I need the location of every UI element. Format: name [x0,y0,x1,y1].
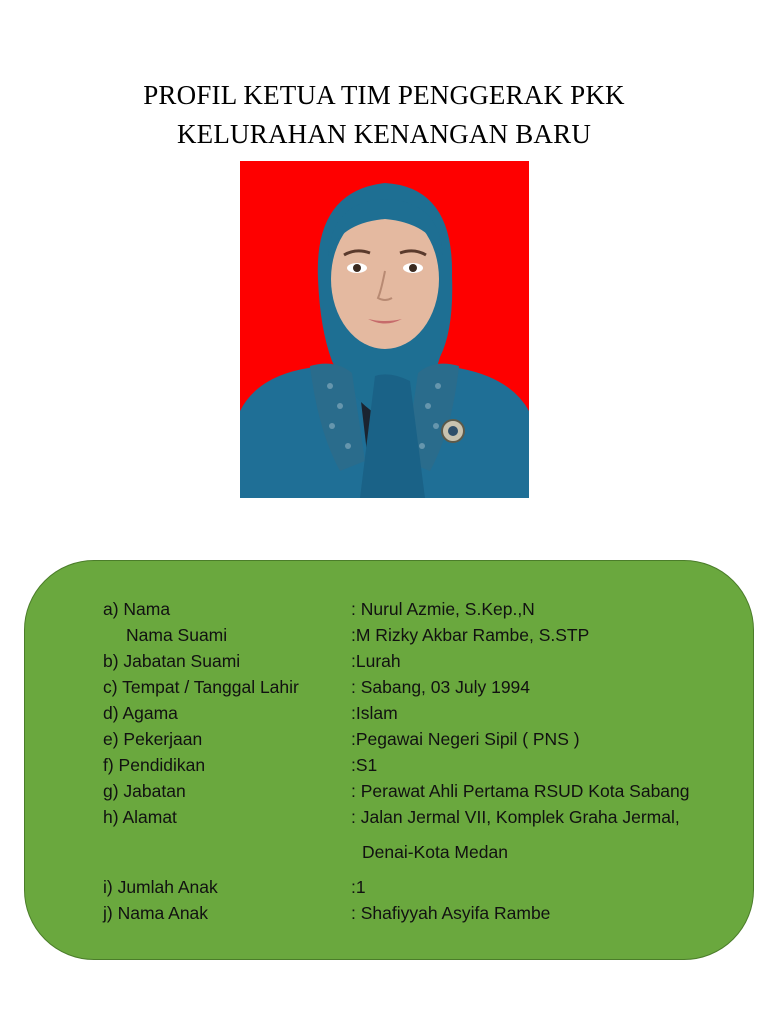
field-label: Nama Suami [126,625,228,645]
document-title-line-2: KELURAHAN KENANGAN BARU [176,119,592,149]
field-value-continuation: Denai-Kota Medan [362,842,508,862]
field-value: :1 [351,877,366,897]
field-label: i) Jumlah Anak [103,877,218,897]
portrait-illustration [240,161,529,498]
field-value: :Pegawai Negeri Sipil ( PNS ) [351,729,580,749]
field-value: :Lurah [351,651,401,671]
field-label: b) Jabatan Suami [103,651,241,671]
profile-info-panel [24,560,754,960]
field-value: :Islam [351,703,398,723]
field-label: g) Jabatan [103,781,186,801]
field-label: h) Alamat [103,807,177,827]
document-title-line-1: PROFIL KETUA TIM PENGGERAK PKK [143,80,625,110]
profile-photo [240,161,529,498]
field-value: : Shafiyyah Asyifa Rambe [351,903,551,923]
field-label: e) Pekerjaan [103,729,203,749]
field-label: a) Nama [103,599,171,619]
field-value: :S1 [351,755,378,775]
field-value: : Perawat Ahli Pertama RSUD Kota Sabang [351,781,690,801]
field-value: :M Rizky Akbar Rambe, S.STP [351,625,590,645]
field-value: : Jalan Jermal VII, Komplek Graha Jermal, [351,807,680,827]
field-value: : Nurul Azmie, S.Kep.,N [351,599,535,619]
field-label: f) Pendidikan [103,755,206,775]
field-value: : Sabang, 03 July 1994 [351,677,531,697]
field-label: c) Tempat / Tanggal Lahir [103,677,299,697]
field-label: j) Nama Anak [103,903,209,923]
field-label: d) Agama [103,703,178,723]
